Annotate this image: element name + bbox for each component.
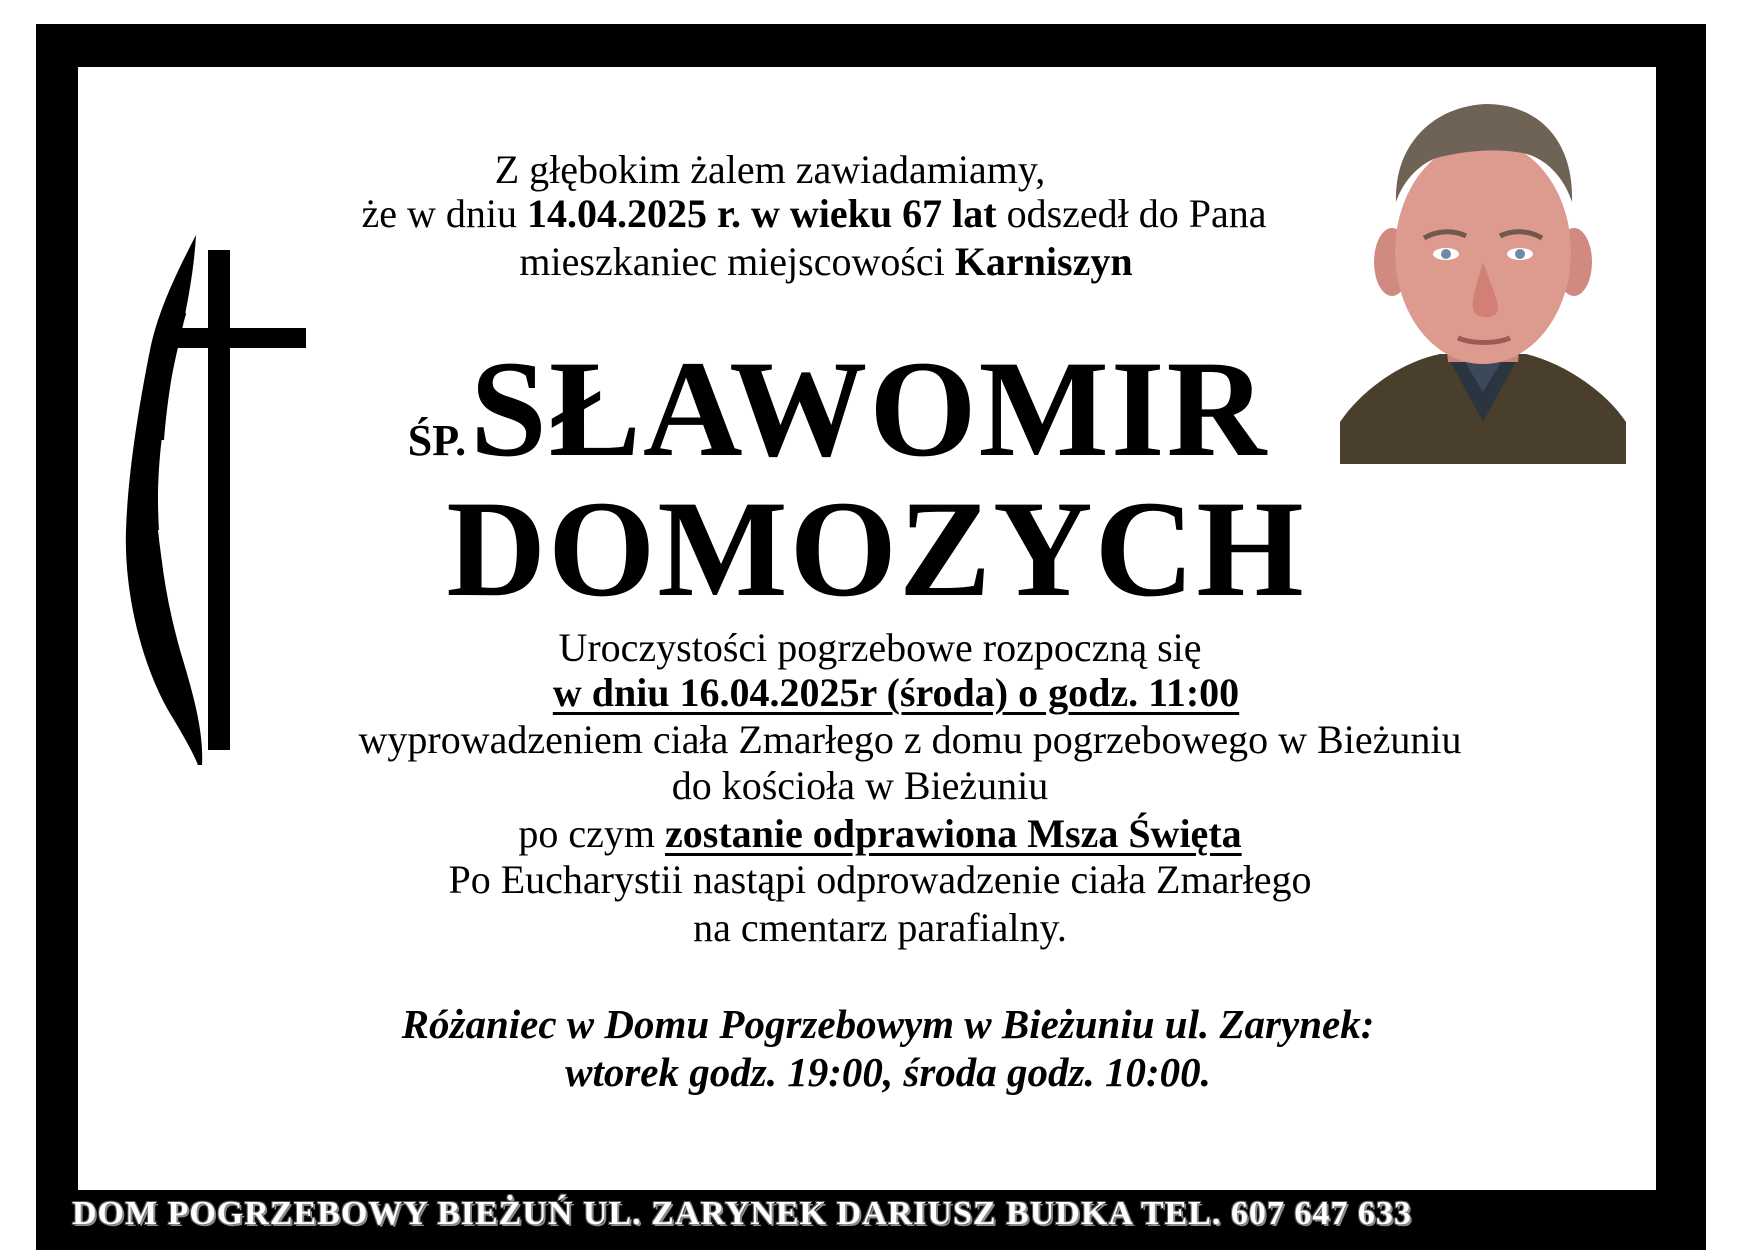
death-date-age: 14.04.2025 r. w wieku 67 lat [526,191,997,236]
ceremony-line-6: Po Eucharystii nastąpi odprowadzenie ciała Zmarłego [448,857,1312,902]
intro-line-1: Z głębokim żalem zawiadamiamy, [494,147,1046,192]
ceremony-line-3: wyprowadzeniem ciała Zmarłego z domu pogrzebowego w Bieżuniu [358,717,1462,762]
funeral-home-contact: DOM POGRZEBOWY BIEŻUŃ UL. ZARYNEK DARIUSZ BUDKA TEL. 607 647 633 [72,1195,1412,1232]
ceremony-line-1: Uroczystości pogrzebowe rozpoczną się [558,625,1202,670]
cross-icon [118,230,308,770]
ceremony-line-7: na cmentarz parafialny. [693,905,1067,950]
mass-announcement: zostanie odprawiona Msza Święta [664,811,1242,856]
deceased-prefix: ŚP. [407,416,467,465]
ceremony-line-4: do kościoła w Bieżuniu [671,763,1049,808]
ceremony-line-5 [518,810,1241,858]
deceased-last-name: DOMOZYCH [446,472,1306,625]
mass-prefix: po czym [518,811,665,856]
portrait-photo [1340,92,1626,464]
intro-line-3 [519,238,1132,286]
funeral-date-time: w dniu 16.04.2025r (środa) o godz. 11:00 [552,670,1240,715]
residence-town: Karniszyn [954,239,1133,284]
intro-line-2 [361,190,1266,238]
deceased-first-name: SŁAWOMIR [470,332,1269,485]
rosary-line-1: Różaniec w Domu Pogrzebowym w Bieżuniu ul. Zarynek: [401,1001,1375,1047]
intro-date-prefix: że w dniu [361,191,527,236]
intro-date-suffix: odszedł do Pana [996,191,1267,236]
rosary-line-2: wtorek godz. 19:00, środa godz. 10:00. [565,1049,1211,1095]
residence-prefix: mieszkaniec miejscowości [519,239,955,284]
